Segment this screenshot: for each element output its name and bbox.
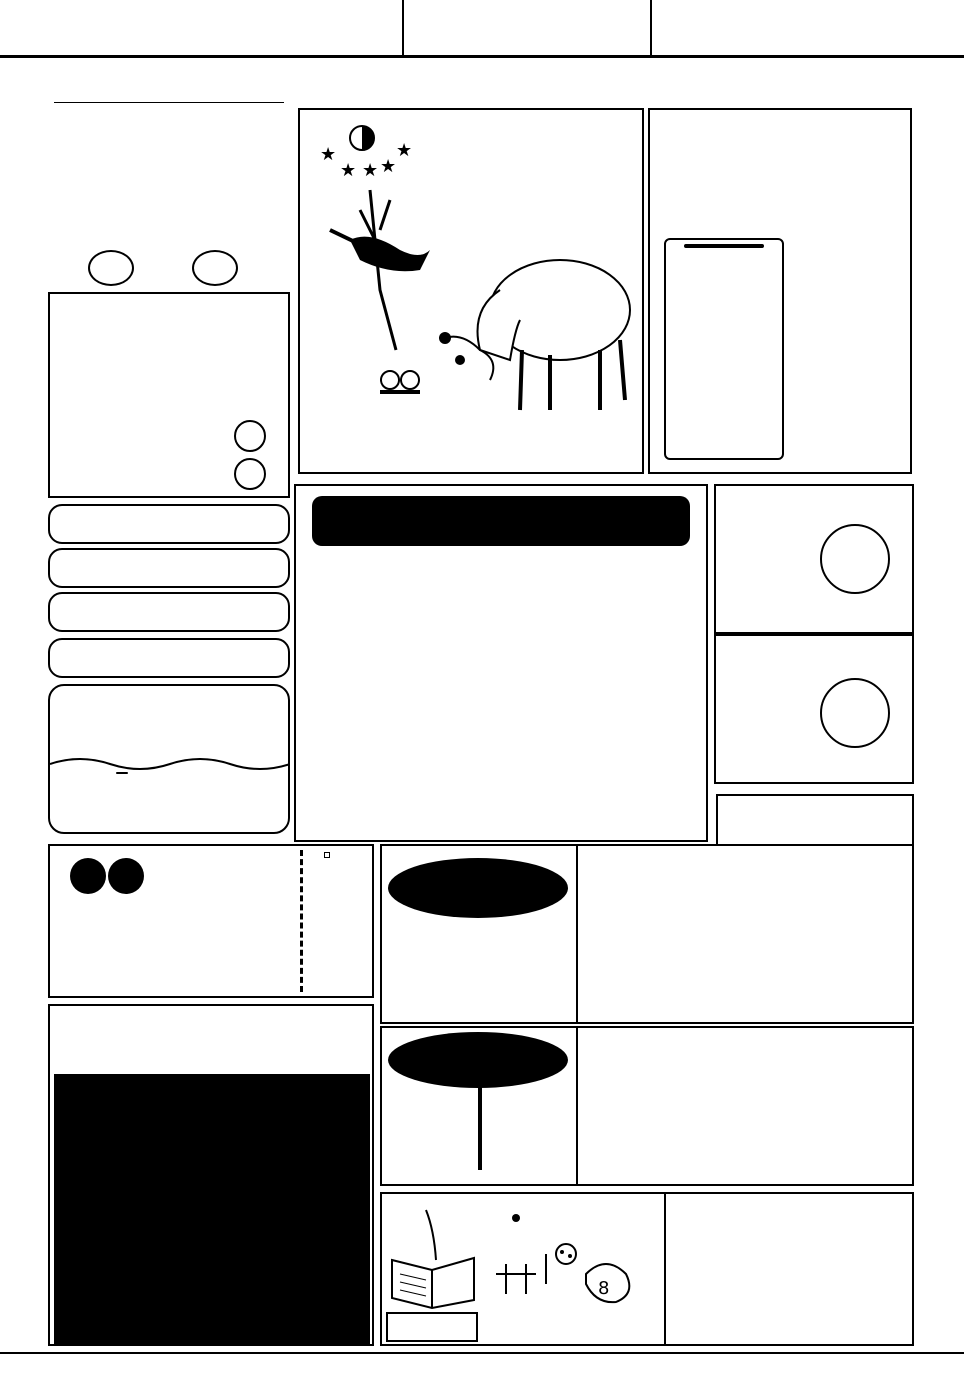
xuanji-title-badge [70,858,106,894]
explain-divider [664,1194,666,1344]
svg-text:★: ★ [340,160,357,181]
xuanji-title-badge [108,858,144,894]
xuanji-side-label [324,852,330,858]
puzzle-grid [54,1074,370,1344]
year-open-number [820,524,890,594]
cold-hot-number [192,250,238,286]
lucky-code-row [48,504,290,544]
special-open-box [380,1026,914,1186]
main-title-box [648,108,912,474]
lucky-range-row [48,638,290,678]
lucky-zodiac-row [48,548,290,588]
year-open-box [714,484,914,634]
special-open-label [388,1032,568,1088]
svg-text:★: ★ [320,144,337,165]
stats-table-title [54,102,284,103]
stats-table-block [54,102,284,103]
scroll [664,238,784,460]
explain-illustration [486,1214,656,1314]
year-open-box [714,634,914,784]
explain-label [386,1312,478,1342]
total-box [380,844,914,1024]
svg-text:★: ★ [362,160,379,181]
year-open-number [820,678,890,748]
dashed-divider [300,850,303,992]
explain-box [380,1192,914,1346]
provide-number [234,420,266,452]
cold-hot-numbers [88,250,238,286]
computer-analysis-title [312,496,690,546]
lucky-color-row [48,592,290,632]
right-border-strip [926,90,956,1345]
wave-divider [50,754,288,774]
illustration-box [298,108,644,474]
book-illustration [386,1200,480,1310]
small-header [716,794,914,844]
total-divider [576,846,578,1022]
svg-text:★: ★ [380,156,397,177]
xuanji-box [48,844,374,998]
total-label [388,858,568,918]
svg-text:8: 8 [598,1278,610,1299]
cold-hot-number [88,250,134,286]
special-code-box [48,292,290,498]
bird-sheep-illustration [300,110,642,472]
puzzle-box [48,1004,374,1346]
xuanji-title [66,858,144,894]
scroll-label [684,244,764,248]
special-open-divider [478,1086,482,1170]
svg-text:★: ★ [396,140,413,161]
computer-analysis-box [294,484,708,842]
header [0,0,964,58]
left-border-strip [8,90,38,1345]
special-open-col-divider [576,1028,578,1184]
footer [0,1352,964,1388]
attention-label [116,772,128,774]
top-border-strip [8,60,956,90]
scroll-poem [666,252,782,432]
provide-number [234,458,266,490]
contribution-box [48,684,290,834]
